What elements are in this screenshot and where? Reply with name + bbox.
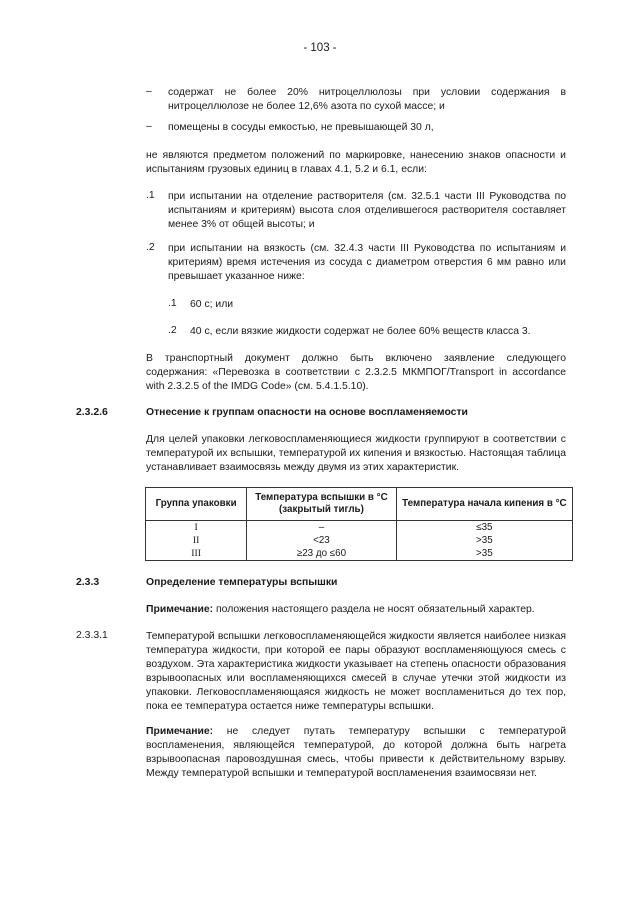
section-number: 2.3.2.6: [76, 407, 108, 418]
table-row: [146, 534, 573, 547]
section-number: 2.3.3: [76, 577, 100, 588]
page-number: - 103 -: [303, 42, 337, 54]
table-cell: II: [146, 534, 247, 547]
subitem-text: 40 с, если вязкие жидкости содержат не более 60% веществ класса 3.: [190, 326, 531, 337]
table-cell: >35: [396, 547, 572, 561]
note-text: положения настоящего раздела не носят обязательный характер.: [213, 604, 535, 615]
table-cell: III: [146, 547, 247, 561]
table-row: [146, 547, 573, 561]
subitem-marker: .2: [168, 325, 177, 336]
table-cell: I: [146, 521, 247, 535]
bullet-marker: –: [146, 121, 152, 132]
packing-group-table: [145, 487, 573, 561]
table-cell: <23: [247, 534, 397, 547]
section-number: 2.3.3.1: [76, 630, 108, 641]
note-ignition: [146, 725, 566, 781]
bullet-text: содержат не более 20% нитроцеллюлозы при условии содержания в нитроцеллюлозе не более 12,6% азота по сухой массе; и: [168, 87, 566, 112]
table-cell: ≥23 до ≤60: [247, 547, 397, 561]
paragraph-groups: Для целей упаковки легковоспламеняющиеся жидкости группируют в соответствии с температурой их вспышки, температурой их кипения и вязкостью. Настоящая таблица устанавливает взаимосвязь между двумя из этих характеристик.: [146, 434, 566, 473]
section-title: Определение температуры вспышки: [146, 577, 338, 588]
table-row: [146, 521, 573, 535]
bullet-text: помещены в сосуды емкостью, не превышающей 30 л,: [168, 122, 434, 133]
paragraph-transport: В транспортный документ должно быть включено заявление следующего содержания: «Перевозка в соответствии с 2.3.2.5 МКМПОГ/Transport in accordance with 2.3.2.5 of the IMDG Code» (см. 5.4.1.5.10).: [146, 353, 566, 392]
item-marker: .1: [146, 190, 155, 201]
table-header: Группа упаковки: [146, 488, 247, 521]
note-label: Примечание:: [146, 726, 214, 737]
table-header: Температура начала кипения в °C: [396, 488, 572, 521]
note-text: не следует путать температуру вспышки с температурой воспламенения, являющейся температурой, до которой должна быть нагрета взрывоопасная паровоздушная смесь, чтобы привести к действительному взрыву. Между температурой вспышки и температурой воспламенения взаимосвязи нет.: [146, 726, 566, 779]
table-cell: >35: [396, 534, 572, 547]
note-label: Примечание:: [146, 604, 214, 615]
table-header: Температура вспышки в °C (закрытый тигль): [247, 488, 397, 521]
item-text: при испытании на вязкость (см. 32.4.3 части III Руководства по испытаниям и критериям) время истечения из сосуда с диаметром отверстия 6 мм равно или превышает указанное ниже:: [168, 243, 566, 282]
subitem-text: 60 с; или: [190, 299, 234, 310]
item-text: при испытании на отделение растворителя (см. 32.5.1 части III Руководства по испытаниям и критериям) высота слоя отделившегося растворителя составляет менее 3% от общей высоты; и: [168, 191, 566, 230]
table-cell: ≤35: [396, 521, 572, 535]
paragraph-not-subject: не являются предметом положений по маркировке, нанесению знаков опасности и испытаниям грузовых единиц в главах 4.1, 5.2 и 6.1, если:: [146, 150, 566, 175]
section-title: Отнесение к группам опасности на основе воспламеняемости: [146, 407, 468, 418]
note-not-mandatory: [146, 603, 566, 617]
table-header-row: [146, 488, 573, 521]
bullet-marker: –: [146, 86, 152, 97]
item-marker: .2: [146, 242, 155, 253]
subitem-marker: .1: [168, 298, 177, 309]
table-cell: –: [247, 521, 397, 535]
section-text: Температурой вспышки легковоспламеняющейся жидкости является наиболее низкая температура жидкости, при которой ее пары образуют воспламеняющуюся смесь с воздухом. Эта характеристика жидкости указывает на степень опасности образования взрывоопасных или воспламеняющихся смесей в случае утечки этой жидкости из упаковки. Легковоспламеняющаяся жидкость не может воспламениться до тех пор, пока ее температура остается ниже температуры вспышки.: [146, 631, 566, 712]
